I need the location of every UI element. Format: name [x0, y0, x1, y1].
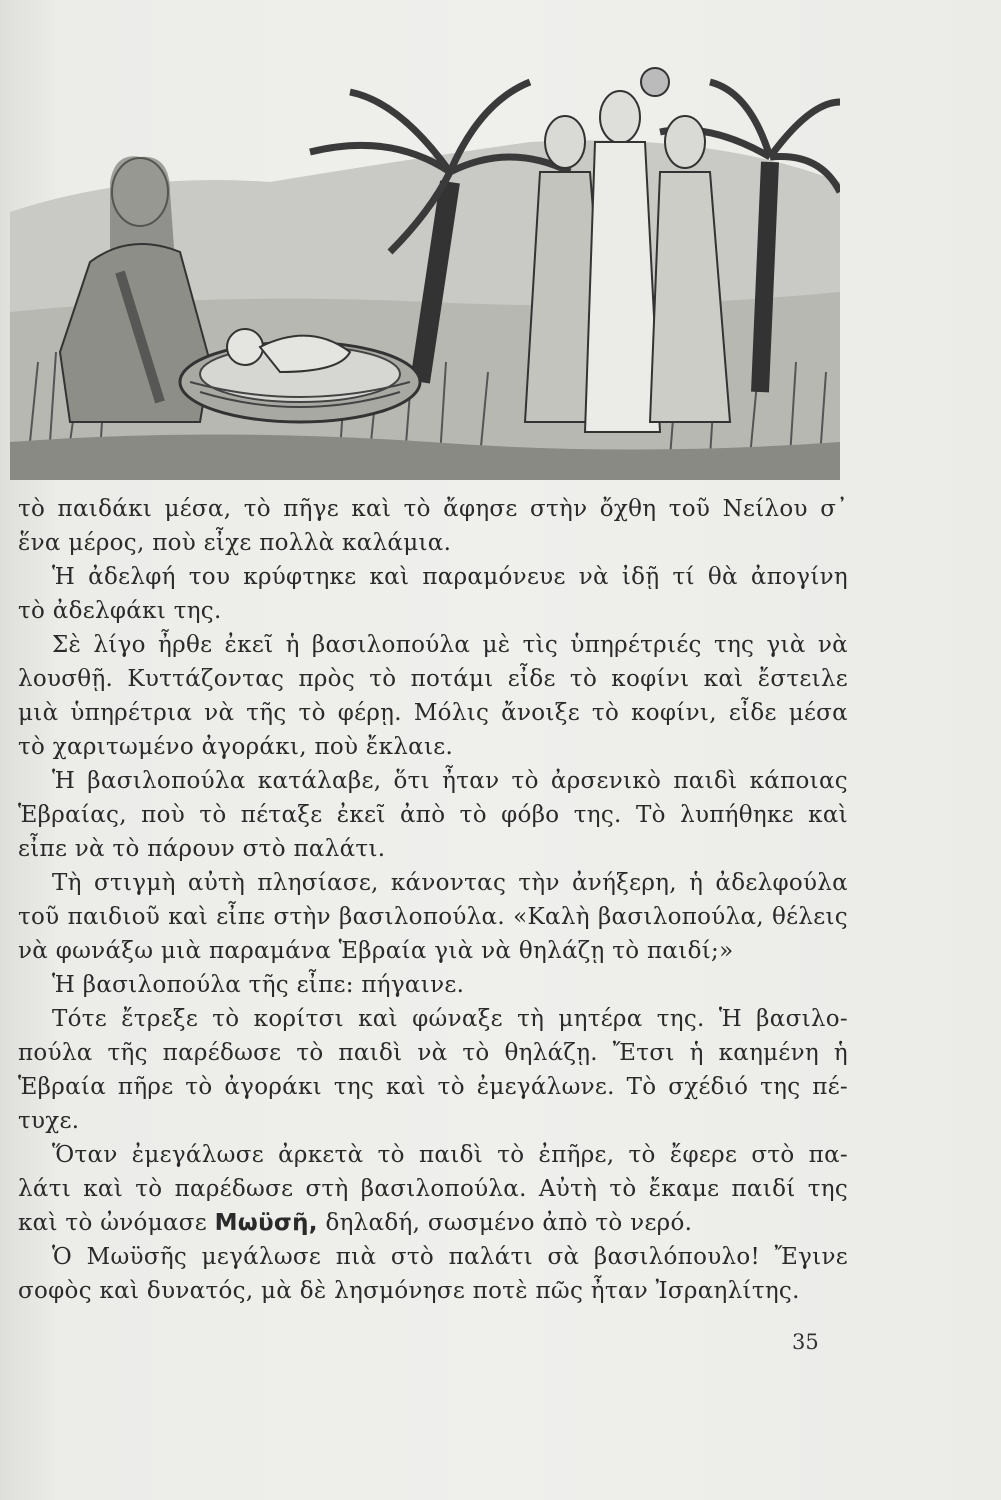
- text-line: μιὰ ὑπηρέτρια νὰ τῆς τὸ φέρῃ. Μόλις ἄνοιξε τὸ κοφίνι, εἶδε μέσα: [18, 700, 848, 726]
- text-line: λουσθῇ. Κυττάζοντας πρὸς τὸ ποτάμι εἶδε τὸ κοφίνι καὶ ἔστειλε: [18, 666, 848, 692]
- text-line: Ὅταν ἐμεγάλωσε ἀρκετὰ τὸ παιδὶ τὸ ἐπῆρε, τὸ ἔφερε στὸ πα-: [52, 1142, 848, 1168]
- story-text: [18, 492, 848, 1308]
- paragraph: [18, 492, 848, 560]
- text-line: Ἡ βασιλοπούλα τῆς εἶπε: πήγαινε.: [52, 972, 465, 998]
- paragraph: [18, 560, 848, 628]
- page-number: 35: [792, 1330, 819, 1354]
- text-line: τὸ παιδάκι μέσα, τὸ πῆγε καὶ τὸ ἄφησε στὴν ὄχθη τοῦ Νείλου σ᾽: [18, 496, 848, 522]
- text-line: νὰ φωνάξω μιὰ παραμάνα Ἑβραία γιὰ νὰ θηλάζῃ τὸ παιδί;»: [18, 938, 734, 964]
- text-line: Ἑβραία πῆρε τὸ ἀγοράκι της καὶ τὸ ἐμεγάλωνε. Τὸ σχέδιό της πέ-: [18, 1074, 848, 1100]
- text-line: εἶπε νὰ τὸ πάρουν στὸ παλάτι.: [18, 836, 386, 862]
- text-line: πούλα τῆς παρέδωσε τὸ παιδὶ νὰ τὸ θηλάζῃ. Ἔτσι ἡ καημένη ἡ: [18, 1040, 848, 1066]
- text-line-with-name: [18, 1206, 848, 1240]
- text-fragment: δηλαδή, σωσμένο ἀπὸ τὸ νερό.: [317, 1210, 693, 1236]
- text-line: Τότε ἔτρεξε τὸ κορίτσι καὶ φώναξε τὴ μητέρα της. Ἡ βασιλο-: [52, 1006, 848, 1032]
- paragraph: [18, 1002, 848, 1138]
- text-line: τυχε.: [18, 1108, 80, 1134]
- text-line: Ἑβραίας, ποὺ τὸ πέταξε ἐκεῖ ἀπὸ τὸ φόβο της. Τὸ λυπήθηκε καὶ: [18, 802, 848, 828]
- text-line: Ἡ βασιλοπούλα κατάλαβε, ὅτι ἦταν τὸ ἀρσενικὸ παιδὶ κάποιας: [52, 768, 848, 794]
- text-line: Ἡ ἀδελφή του κρύφτηκε καὶ παραμόνευε νὰ ἰδῇ τί θὰ ἀπογίνη: [52, 564, 848, 590]
- paragraph: [18, 628, 848, 764]
- text-line: τοῦ παιδιοῦ καὶ εἶπε στὴν βασιλοπούλα. «Καλὴ βασιλοπούλα, θέλεις: [18, 904, 848, 930]
- moses-basket-illustration-icon: [10, 62, 840, 480]
- paragraph: [18, 968, 848, 1002]
- text-line: σοφὸς καὶ δυνατός, μὰ δὲ λησμόνησε ποτὲ πῶς ἦταν Ἰσραηλίτης.: [18, 1278, 800, 1304]
- paragraph: [18, 764, 848, 866]
- paragraph: [18, 1138, 848, 1240]
- text-line: ἕνα μέρος, ποὺ εἶχε πολλὰ καλάμια.: [18, 530, 452, 556]
- paragraph: [18, 866, 848, 968]
- paragraph: [18, 1240, 848, 1308]
- text-line: Ὁ Μωϋσῆς μεγάλωσε πιὰ στὸ παλάτι σὰ βασιλόπουλο! Ἔγινε: [52, 1244, 848, 1270]
- text-line: Τὴ στιγμὴ αὐτὴ πλησίασε, κάνοντας τὴν ἀνήξερη, ἡ ἀδελφούλα: [52, 870, 848, 896]
- text-line: τὸ χαριτωμένο ἀγοράκι, ποὺ ἔκλαιε.: [18, 734, 454, 760]
- text-line: Σὲ λίγο ἦρθε ἐκεῖ ἡ βασιλοπούλα μὲ τὶς ὑπηρέτριές της γιὰ νὰ: [52, 632, 848, 658]
- text-fragment: καὶ τὸ ὠνόμασε: [18, 1210, 215, 1236]
- text-line: τὸ ἀδελφάκι της.: [18, 598, 222, 624]
- text-line: λάτι καὶ τὸ παρέδωσε στὴ βασιλοπούλα. Αὐτὴ τὸ ἔκαμε παιδί της: [18, 1176, 848, 1202]
- moses-name: Μωϋσῆ,: [214, 1210, 318, 1236]
